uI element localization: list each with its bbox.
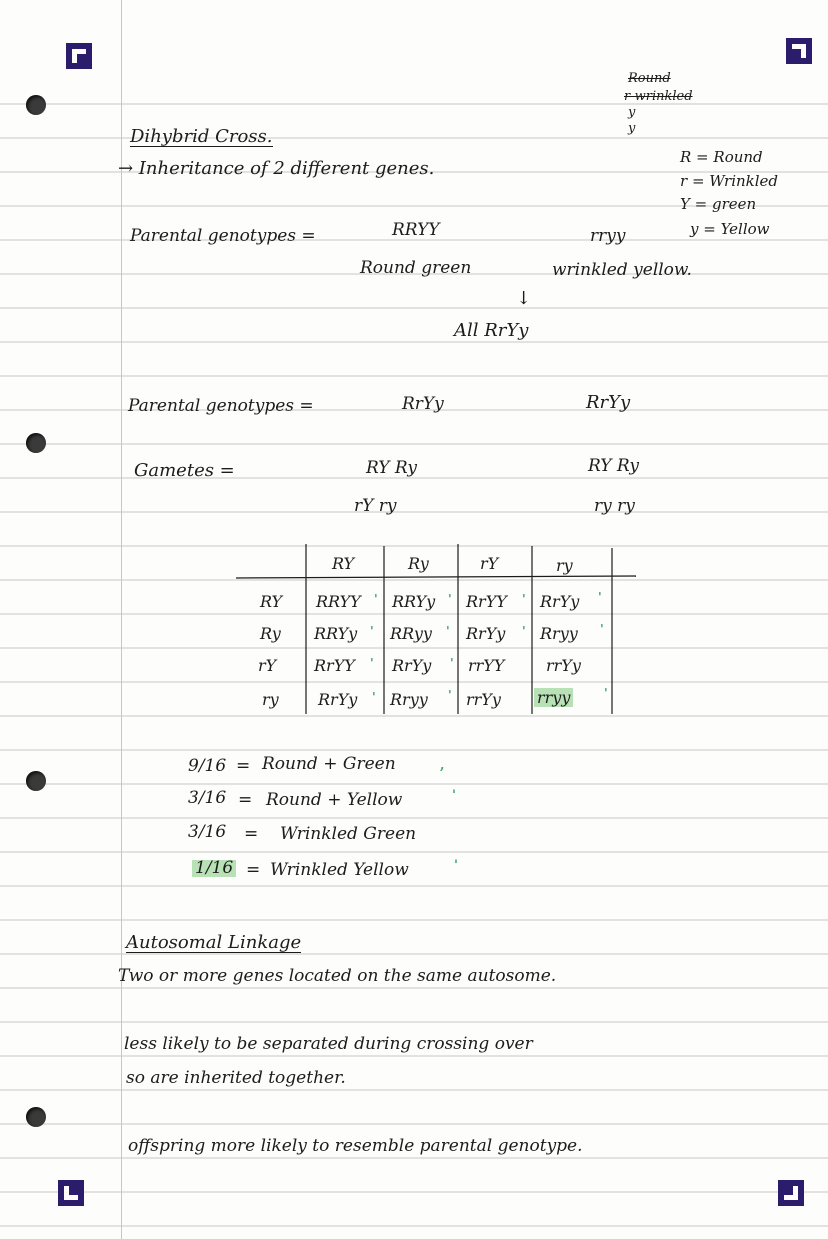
punnett-row-header: ry [262, 690, 279, 709]
punnett-cell: RrYy [318, 690, 358, 709]
punnett-cell: rrYy [546, 656, 581, 675]
ratio-text: Round + Green [262, 754, 396, 774]
ratio-equals: = [236, 756, 251, 776]
green-mark-icon: ' [446, 624, 450, 638]
punnett-cell: rrYY [468, 656, 505, 675]
green-mark-icon: ' [600, 622, 604, 636]
punnett-cell: RrYy [466, 624, 506, 643]
punnett-cell: RRYy [314, 624, 358, 643]
gametes-p1-row1: RY Ry [366, 458, 418, 478]
linkage-line: offspring more likely to resemble parental genotype. [128, 1136, 583, 1156]
key-line-round: R = Round [680, 148, 763, 166]
linkage-line: Two or more genes located on the same autosome. [118, 966, 557, 986]
gametes-p1-row2: rY ry [354, 496, 397, 516]
page-title: Dihybrid Cross. [130, 126, 273, 147]
linkage-heading: Autosomal Linkage [126, 932, 302, 953]
punnett-cell: Rryy [390, 690, 428, 709]
key-struck-round: Round [628, 71, 671, 86]
punnett-col-header: rY [480, 554, 499, 573]
green-mark-icon: , [440, 758, 445, 773]
linkage-line: less likely to be separated during crossing over [124, 1034, 533, 1054]
down-arrow-icon: ↓ [516, 288, 532, 309]
cross2-parent2: RrYy [586, 392, 631, 413]
punnett-cell-highlighted: rryy [534, 688, 573, 707]
punnett-row-header: rY [258, 656, 277, 675]
cross2-parent1: RrYy [402, 394, 444, 414]
gametes-p2-row1: RY Ry [588, 456, 640, 476]
key-line-wrinkled: r = Wrinkled [680, 172, 779, 190]
green-mark-icon: ' [454, 858, 458, 873]
green-mark-icon: ' [448, 688, 452, 702]
cross1-parent1: RRYY [392, 220, 440, 240]
punnett-cell: RrYy [392, 656, 432, 675]
punnett-cell: RRYy [392, 592, 436, 611]
punnett-col-header: Ry [408, 554, 429, 573]
key-struck-wrinkled: r-wrinkled [624, 89, 693, 104]
key-struck-y: y [628, 105, 636, 120]
ratio-fraction: 3/16 [188, 788, 227, 808]
punnett-cell: RRyy [390, 624, 432, 643]
ratio-fraction: 1/16 [192, 860, 236, 877]
linkage-line: so are inherited together. [126, 1068, 346, 1088]
key-line-green: Y = green [680, 195, 757, 213]
ratio-text: Wrinkled Yellow [270, 860, 409, 880]
punnett-col-header: ry [556, 556, 573, 575]
punnett-col-header: RY [332, 554, 355, 573]
cross1-parent2: rryy [590, 226, 626, 246]
ratio-equals: = [238, 790, 253, 810]
green-mark-icon: ' [370, 624, 374, 638]
subtitle: → Inheritance of 2 different genes. [118, 158, 435, 179]
punnett-cell: rrYy [466, 690, 501, 709]
cross1-pheno1: Round green [360, 258, 472, 278]
ratio-equals: = [244, 824, 259, 844]
green-mark-icon: ' [598, 590, 602, 604]
ratio-equals: = [246, 860, 261, 880]
green-mark-icon: ' [604, 686, 608, 700]
ratio-fraction: 3/16 [188, 822, 227, 842]
green-mark-icon: ' [448, 592, 452, 606]
key-struck-y: y [628, 121, 636, 136]
punnett-cell: RRYY [316, 592, 361, 611]
gametes-label: Gametes = [134, 460, 235, 481]
ratio-text: Wrinkled Green [280, 824, 417, 844]
ratio-text: Round + Yellow [266, 790, 403, 810]
green-mark-icon: ' [522, 592, 526, 606]
green-mark-icon: ' [370, 656, 374, 670]
punnett-cell: RrYY [466, 592, 507, 611]
punnett-cell: RrYY [314, 656, 355, 675]
green-mark-icon: ' [374, 592, 378, 606]
gametes-p2-row2: ry ry [594, 496, 635, 516]
cross1-result: All RrYy [454, 320, 529, 341]
ratio-fraction: 9/16 [188, 756, 227, 776]
punnett-cell: Rryy [540, 624, 578, 643]
green-mark-icon: ' [452, 788, 456, 803]
punnett-row-header: RY [260, 592, 283, 611]
green-mark-icon: ' [522, 624, 526, 638]
key-line-yellow: y = Yellow [690, 220, 770, 238]
cross1-pheno2: wrinkled yellow. [552, 260, 692, 280]
cross1-label: Parental genotypes = [130, 226, 316, 246]
cross2-label: Parental genotypes = [128, 396, 314, 416]
green-mark-icon: ' [372, 690, 376, 704]
green-mark-icon: ' [450, 656, 454, 670]
punnett-cell: RrYy [540, 592, 580, 611]
punnett-row-header: Ry [260, 624, 281, 643]
